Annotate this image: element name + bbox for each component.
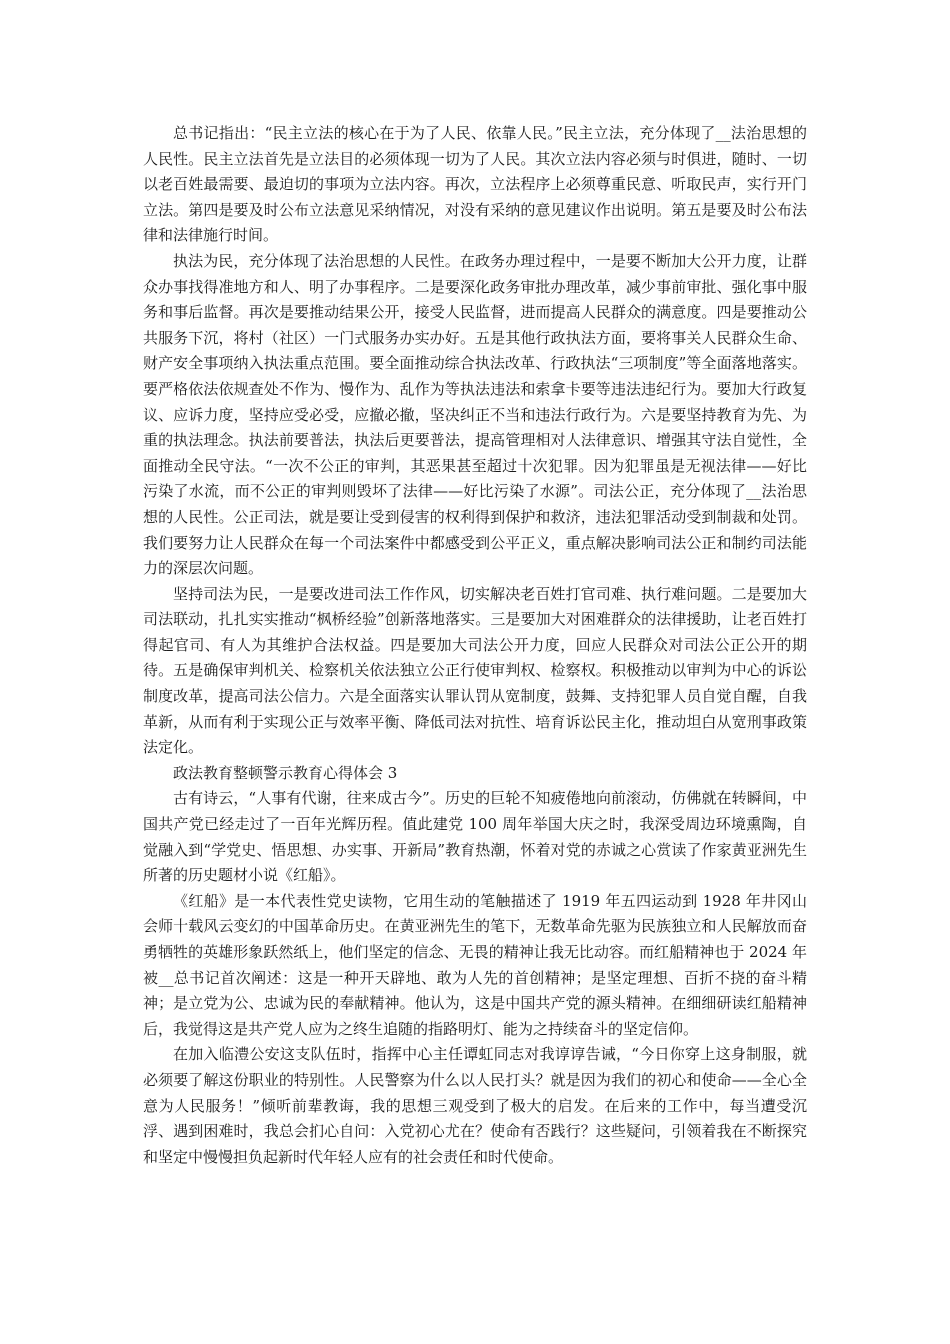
paragraph-police-career: 在加入临澧公安这支队伍时，指挥中心主任谭虹同志对我谆谆告诫，“今日你穿上这身制服，就必须要了解这份职业的特别性。人民警察为什么以人民打头？就是因为我们的初心和使命——全心全意为人民服务！”倾听前辈教诲，我的思想三观受到了极大的启发。在后来的工作中，每当遭受沉浮、遇到困难时，我总会扪心自问：入党初心尤在？使命有否践行？这些疑问，引领着我在不断探究和坚定中慢慢担负起新时代年轻人应有的社会责任和时代使命。 xyxy=(143,1045,807,1166)
section-heading: 政法教育整顿警示教育心得体会 3 xyxy=(173,763,398,782)
paragraph-judicial-for-people: 坚持司法为民，一是要改进司法工作作风，切实解决老百姓打官司难、执行难问题。二是要加大司法联动，扎扎实实推动“枫桥经验”创新落地落实。三是要加大对困难群众的法律援助，让老百姓打得起官司、有人为其维护合法权益。四是要加大司法公开力度，回应人民群众对司法公正公开的期待。五是确保审判机关、检察机关依法独立公正行使审判权、检察权。积极推动以审判为中心的诉讼制度改革，提高司法公信力。六是全面落实认罪认罚从宽制度，鼓舞、支持犯罪人员自觉自醒，自我革新，从而有利于实现公正与效率平衡、降低司法对抗性、培育诉讼民主化，推动坦白从宽刑事政策法定化。 xyxy=(143,584,807,757)
paragraph-red-boat: 《红船》是一本代表性党史读物，它用生动的笔触描述了 1919 年五四运动到 1928 年井冈山会师十载风云变幻的中国革命历史。在黄亚洲先生的笔下，无数革命先驱为民族独立和人民解放而奋勇牺牲的英雄形象跃然纸上，他们坚定的信念、无畏的精神让我无比动容。而红船精神也于 2024 年被__总书记首次阐述：这是一种开天辟地、敢为人先的首创精神；是坚定理想、百折不挠的奋斗精神；是立党为公、忠诚为民的奉献精神。他认为，这是中国共产党的源头精神。在细细研读红船精神后，我觉得这是共产党人应为之终生追随的指路明灯、能为之持续奋斗的坚定信仰。 xyxy=(143,891,807,1038)
document-body xyxy=(143,121,807,1170)
paragraph-poem-intro: 古有诗云，“人事有代谢，往来成古今”。历史的巨轮不知疲倦地向前滚动，仿佛就在转瞬间，中国共产党已经走过了一百年光辉历程。值此建党 100 周年举国大庆之时，我深受周边环境熏陶，自觉融入到“学党史、悟思想、办实事、开新局”教育热潮，怀着对党的赤诚之心赏读了作家黄亚洲先生所著的历史题材小说《红船》。 xyxy=(143,789,807,885)
paragraph-law-enforcement: 执法为民，充分体现了法治思想的人民性。在政务办理过程中，一是要不断加大公开力度，让群众办事找得准地方和人、明了办事程序。二是要深化政务审批办理改革，减少事前审批、强化事中服务和事后监督。再次是要推动结果公开，接受人民监督，进而提高人民群众的满意度。四是要推动公共服务下沉，将村（社区）一门式服务办实办好。五是其他行政执法方面，要将事关人民群众生命、财产安全事项纳入执法重点范围。要全面推动综合执法改革、行政执法“三项制度”等全面落地落实。要严格依法依规查处不作为、慢作为、乱作为等执法违法和索拿卡要等违法违纪行为。要加大行政复议、应诉力度，坚持应受必受，应撤必撤，坚决纠正不当和违法行政行为。六是要坚持教育为先、为重的执法理念。执法前要普法，执法后更要普法，提高管理相对人法律意识、增强其守法自觉性，全面推动全民守法。“一次不公正的审判，其恶果甚至超过十次犯罪。因为犯罪虽是无视法律——好比污染了水流，而不公正的审判则毁坏了法律——好比污染了水源”。司法公正，充分体现了__法治思想的人民性。公正司法，就是要让受到侵害的权利得到保护和救济，违法犯罪活动受到制裁和处罚。我们要努力让人民群众在每一个司法案件中都感受到公平正义，重点解决影响司法公正和制约司法能力的深层次问题。 xyxy=(143,251,807,578)
paragraph-democratic-legislation: 总书记指出：“民主立法的核心在于为了人民、依靠人民。”民主立法，充分体现了__法治思想的人民性。民主立法首先是立法目的必须体现一切为了人民。其次立法内容必须与时俱进，随时、一切以老百姓最需要、最迫切的事项为立法内容。再次，立法程序上必须尊重民意、听取民声，实行开门立法。第四是要及时公布立法意见采纳情况，对没有采纳的意见建议作出说明。第五是要及时公布法律和法律施行时间。 xyxy=(143,124,807,245)
